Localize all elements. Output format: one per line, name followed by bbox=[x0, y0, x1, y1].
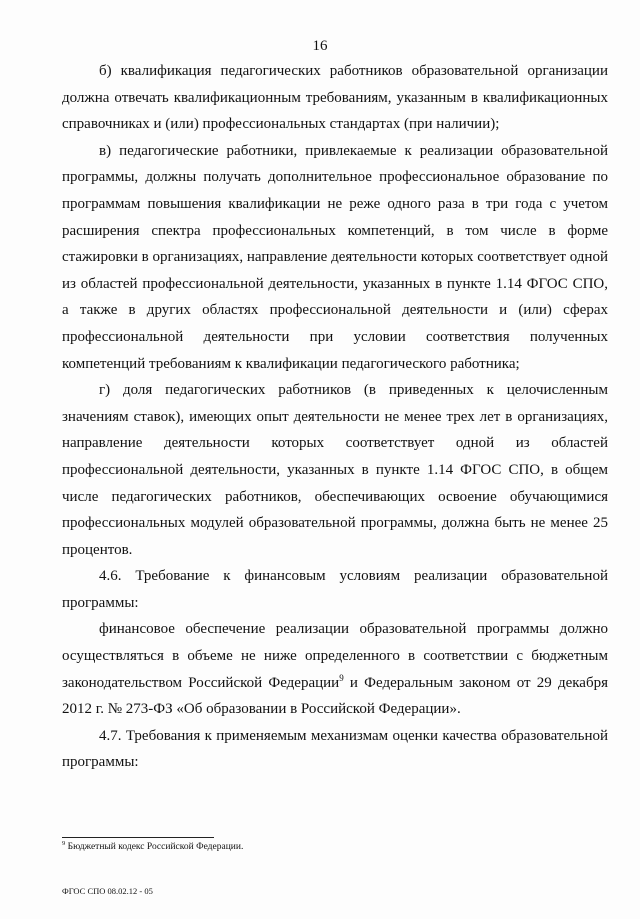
financing-text-part-2: и Федеральным законом от 29 декабря 2012 г. № 273-ФЗ «Об образовании в Российской Федерации». bbox=[62, 674, 608, 718]
footnote-reference[interactable]: 9 bbox=[339, 672, 344, 683]
paragraph-b: б) квалификация педагогических работников образовательной организации должна отвечать квалификационным требованиям, указанным в квалификационных справочниках и (или) профессиональных стандартах (при наличии); bbox=[62, 63, 608, 133]
section-4-7-heading: 4.7. Требования к применяемым механизмам оценки качества образовательной программы: bbox=[62, 727, 608, 771]
section-4-6-heading: 4.6. Требование к финансовым условиям реализации образовательной программы: bbox=[62, 568, 608, 611]
body-text bbox=[62, 58, 608, 776]
page-number: 16 bbox=[312, 38, 328, 54]
footnote bbox=[62, 839, 244, 852]
paragraph-v: в) педагогические работники, привлекаемые к реализации образовательной программы, должны получать дополнительное профессиональное образование по программам повышения квалификации не реже одного раза в три года с учетом расширения спектра профессиональных компетенций, в том числе в форме стажировки в организациях, направление деятельности которых соответствует одной из областей профессиональной деятельности, указанных в пункте 1.14 ФГОС СПО, а также в других областях профессиональной деятельности и (или) сферах профессиональной деятельности при условии соответствия полученных компетенций требованиям к квалификации педагогического работника; bbox=[62, 142, 608, 372]
footnote-mark: 9 bbox=[62, 839, 66, 847]
footnote-separator bbox=[62, 837, 214, 838]
footnote-text: Бюджетный кодекс Российской Федерации. bbox=[65, 842, 244, 852]
financing-text-part-1: финансовое обеспечение реализации образовательной программы должно осуществляться в объеме не ниже определенного в соответствии с бюджетным законодательством Российской Федерации bbox=[62, 621, 608, 691]
document-code: ФГОС СПО 08.02.12 - 05 bbox=[62, 886, 153, 896]
paragraph-financing bbox=[62, 616, 608, 722]
paragraph-g: г) доля педагогических работников (в приведенных к целочисленным значениям ставок), имеющих опыт деятельности не менее трех лет в организациях, направление деятельности которых соответствует одной из областей профессиональной деятельности, указанных в пункте 1.14 ФГОС СПО, в общем числе педагогических работников, обеспечивающих освоение обучающимися профессиональных модулей образовательной программы, должна быть не менее 25 процентов. bbox=[62, 382, 608, 558]
